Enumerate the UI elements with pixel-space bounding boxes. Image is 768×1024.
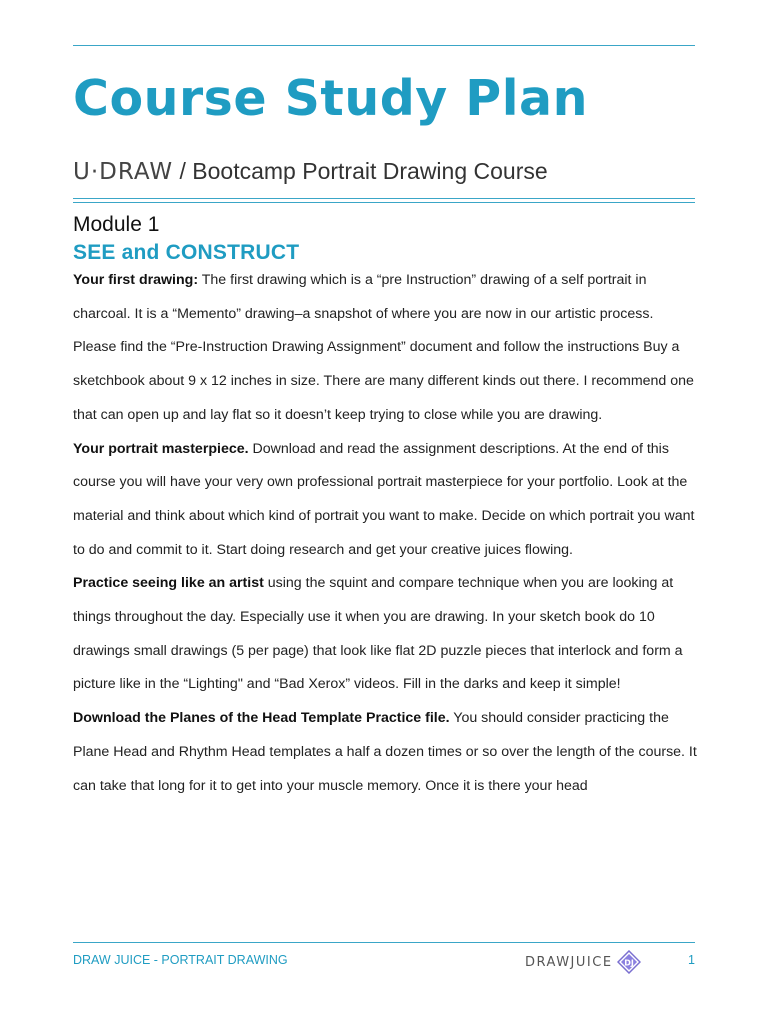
paragraph-lead: Your portrait masterpiece. [73,440,249,457]
paragraph-lead: Practice seeing like an artist [73,575,264,592]
section-heading: SEE and CONSTRUCT [73,241,300,264]
paragraph-planes-download [73,702,698,803]
paragraph-text: Download and read the assignment descriptions. At the end of this course you will have your very own professional portrait masterpiece for your portfolio. Look at the material and think about which kind of portrait you want to make. Decide on which portrait you want to do and commit to it. Start doing research and get your creative juices flowing. [73,440,695,558]
page-number: 1 [688,953,695,967]
dj-badge-icon [617,950,641,974]
paragraph-text: using the squint and compare technique when you are looking at things throughout the day. Especially use it when you are drawing. In your sketch book do 10 drawings small drawings (5 per page) that look like flat 2D puzzle pieces that interlock and form a picture like in the “Lighting" and “Bad Xerox” videos. Fill in the darks and keep it simple! [73,575,683,693]
badge-text: DJ [623,958,634,968]
paragraph-lead: Download the Planes of the Head Template Practice file. [73,710,450,727]
footer-course-name: DRAW JUICE - PORTRAIT DRAWING [73,953,288,967]
top-rule [73,45,695,46]
footer-rule [73,942,695,943]
paragraph-practice-seeing [73,567,698,702]
double-rule-bottom [73,202,695,203]
logo-wordmark: DRAWJUICE [525,954,613,970]
paragraph-first-drawing [73,264,698,433]
paragraph-text: You should consider practicing the Plane Head and Rhythm Head templates a half a dozen times or so over the length of the course. It can take that long for it to get into your muscle memory. Once it is there your head [73,710,697,794]
subtitle-text: / Bootcamp Portrait Drawing Course [173,158,548,184]
page-title: Course Study Plan [73,70,588,127]
course-subtitle [73,158,548,185]
module-heading: Module 1 [73,213,160,236]
udraw-brand: U·DRAW [73,159,174,185]
paragraph-text: The first drawing which is a “pre Instruction” drawing of a self portrait in charcoal. It is a “Memento” drawing–a snapshot of where you are now in our artistic process. Please find the “Pre-Instruction Drawing Assignment” document and follow the instructions Buy a sketchbook about 9 x 12 inches in size. There are many different kinds out there. I recommend one that can open up and lay flat so it doesn’t keep trying to close while you are drawing. [73,272,694,423]
paragraph-lead: Your first drawing: [73,272,199,288]
paragraph-masterpiece [73,433,698,568]
double-rule-top [73,198,695,199]
drawjuice-logo [525,948,641,976]
body-text [73,264,698,803]
